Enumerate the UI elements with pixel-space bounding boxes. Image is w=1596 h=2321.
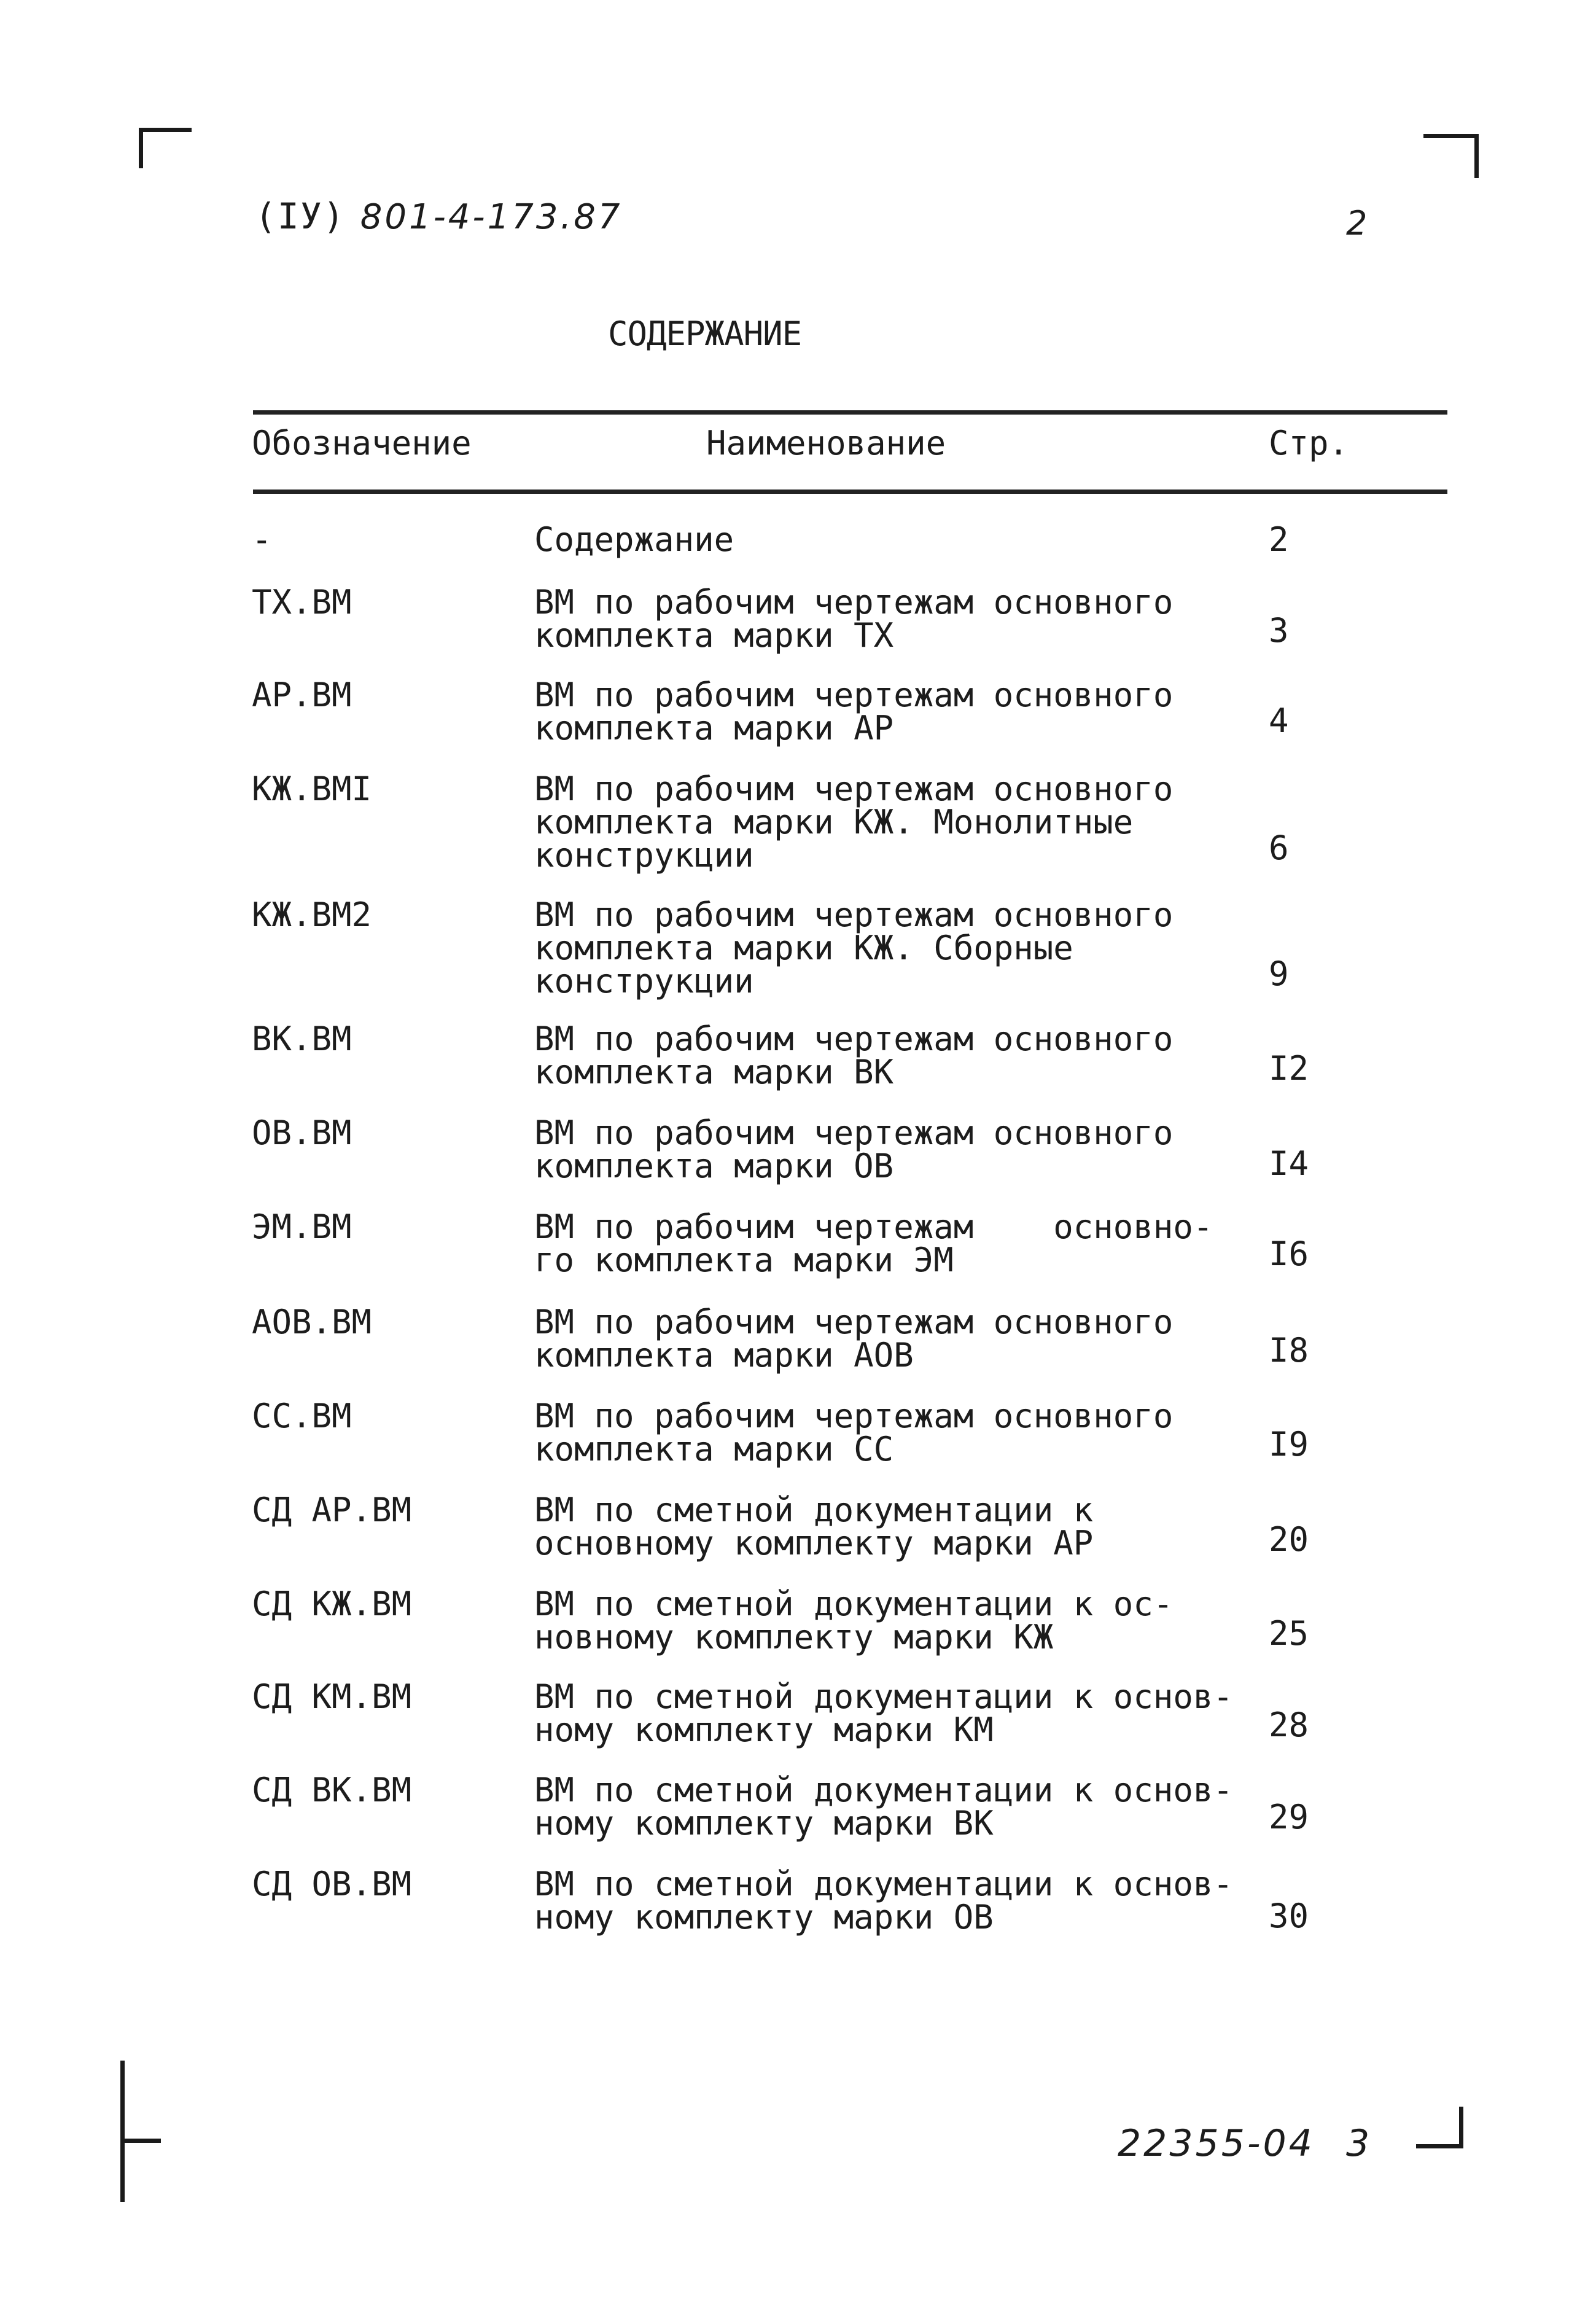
row-page: 25 — [1269, 1614, 1309, 1653]
column-header-designation: Обозначение — [252, 424, 472, 462]
row-page: I9 — [1269, 1425, 1309, 1464]
row-name: ВМ по рабочим чертежам основного комплекта марки СС — [534, 1397, 1174, 1469]
row-name: ВМ по рабочим чертежам основного комплекта марки КЖ. Монолитные конструкции — [534, 770, 1174, 875]
row-code: ТХ.ВМ — [252, 583, 352, 622]
column-header-name: Наименование — [706, 424, 946, 462]
row-name: ВМ по рабочим чертежам основного комплекта марки АР — [534, 676, 1174, 747]
row-page: 9 — [1269, 954, 1289, 993]
inventory-code: 22355-04 — [1118, 2122, 1315, 2165]
row-page: 4 — [1269, 701, 1289, 740]
row-page: 3 — [1269, 611, 1289, 650]
row-page: I8 — [1269, 1331, 1309, 1370]
row-page: 29 — [1269, 1798, 1309, 1836]
row-page: 6 — [1269, 829, 1289, 867]
row-page: I2 — [1269, 1049, 1309, 1088]
corner-mark-top-right — [1474, 134, 1479, 178]
row-page: 20 — [1269, 1520, 1309, 1559]
row-name: ВМ по сметной документации к основ- ному комплекту марки ОВ — [534, 1865, 1233, 1937]
header-prefix: (IУ) — [255, 195, 346, 237]
row-name: ВМ по рабочим чертежам основного комплекта марки ВК — [534, 1020, 1174, 1091]
row-page: 28 — [1269, 1706, 1309, 1744]
corner-mark-top-right — [1423, 134, 1479, 138]
row-code: СС.ВМ — [252, 1397, 352, 1435]
row-name: Содержание — [534, 520, 734, 559]
header-code: 801-4-173.87 — [360, 197, 623, 237]
row-name: ВМ по рабочим чертежам основного комплекта марки ТХ — [534, 583, 1174, 655]
column-header-page: Стр. — [1269, 424, 1349, 462]
row-name: ВМ по рабочим чертежам основно- го комплекта марки ЭМ — [534, 1207, 1213, 1279]
corner-mark-bottom-left — [120, 2061, 125, 2202]
corner-mark-top-left — [139, 128, 143, 168]
row-code: - — [252, 520, 272, 559]
corner-mark-bottom-right — [1459, 2107, 1463, 2148]
corner-mark-bottom-right — [1416, 2144, 1463, 2148]
row-code: СД АР.ВМ — [252, 1491, 412, 1529]
row-name: ВМ по сметной документации к основному комплекту марки АР — [534, 1491, 1094, 1562]
page-title: СОДЕРЖАНИЕ — [608, 314, 802, 353]
row-page: I6 — [1269, 1235, 1309, 1273]
row-page: I4 — [1269, 1144, 1309, 1183]
row-name: ВМ по сметной документации к основ- ному комплекту марки КМ — [534, 1677, 1233, 1749]
row-name: ВМ по рабочим чертежам основного комплекта марки ОВ — [534, 1114, 1174, 1185]
row-code: СД ВК.ВМ — [252, 1771, 412, 1809]
corner-mark-bottom-left — [120, 2139, 161, 2143]
row-code: АОВ.ВМ — [252, 1303, 372, 1341]
corner-mark-top-left — [139, 128, 192, 132]
row-code: КЖ.ВМ2 — [252, 895, 372, 934]
table-header-rule — [253, 490, 1447, 494]
sheet-number: 3 — [1345, 2122, 1372, 2165]
row-code: КЖ.ВМI — [252, 770, 372, 808]
row-name: ВМ по сметной документации к ос- новному комплекту марки КЖ — [534, 1585, 1174, 1656]
row-code: ОВ.ВМ — [252, 1114, 352, 1152]
row-name: ВМ по рабочим чертежам основного комплекта марки АОВ — [534, 1303, 1174, 1375]
row-name: ВМ по сметной документации к основ- ному комплекту марки ВК — [534, 1771, 1233, 1843]
document-header — [255, 195, 623, 237]
table-top-rule — [253, 410, 1447, 415]
row-code: СД КЖ.ВМ — [252, 1585, 412, 1623]
row-page: 2 — [1269, 520, 1289, 559]
row-code: ВК.ВМ — [252, 1020, 352, 1058]
row-code: СД КМ.ВМ — [252, 1677, 412, 1716]
row-page: 30 — [1269, 1897, 1309, 1935]
row-code: СД ОВ.ВМ — [252, 1865, 412, 1903]
row-code: ЭМ.ВМ — [252, 1207, 352, 1246]
header-page-number: 2 — [1346, 204, 1368, 243]
inventory-number — [1118, 2122, 1372, 2165]
row-name: ВМ по рабочим чертежам основного комплекта марки КЖ. Сборные конструкции — [534, 895, 1174, 1001]
row-code: АР.ВМ — [252, 676, 352, 714]
